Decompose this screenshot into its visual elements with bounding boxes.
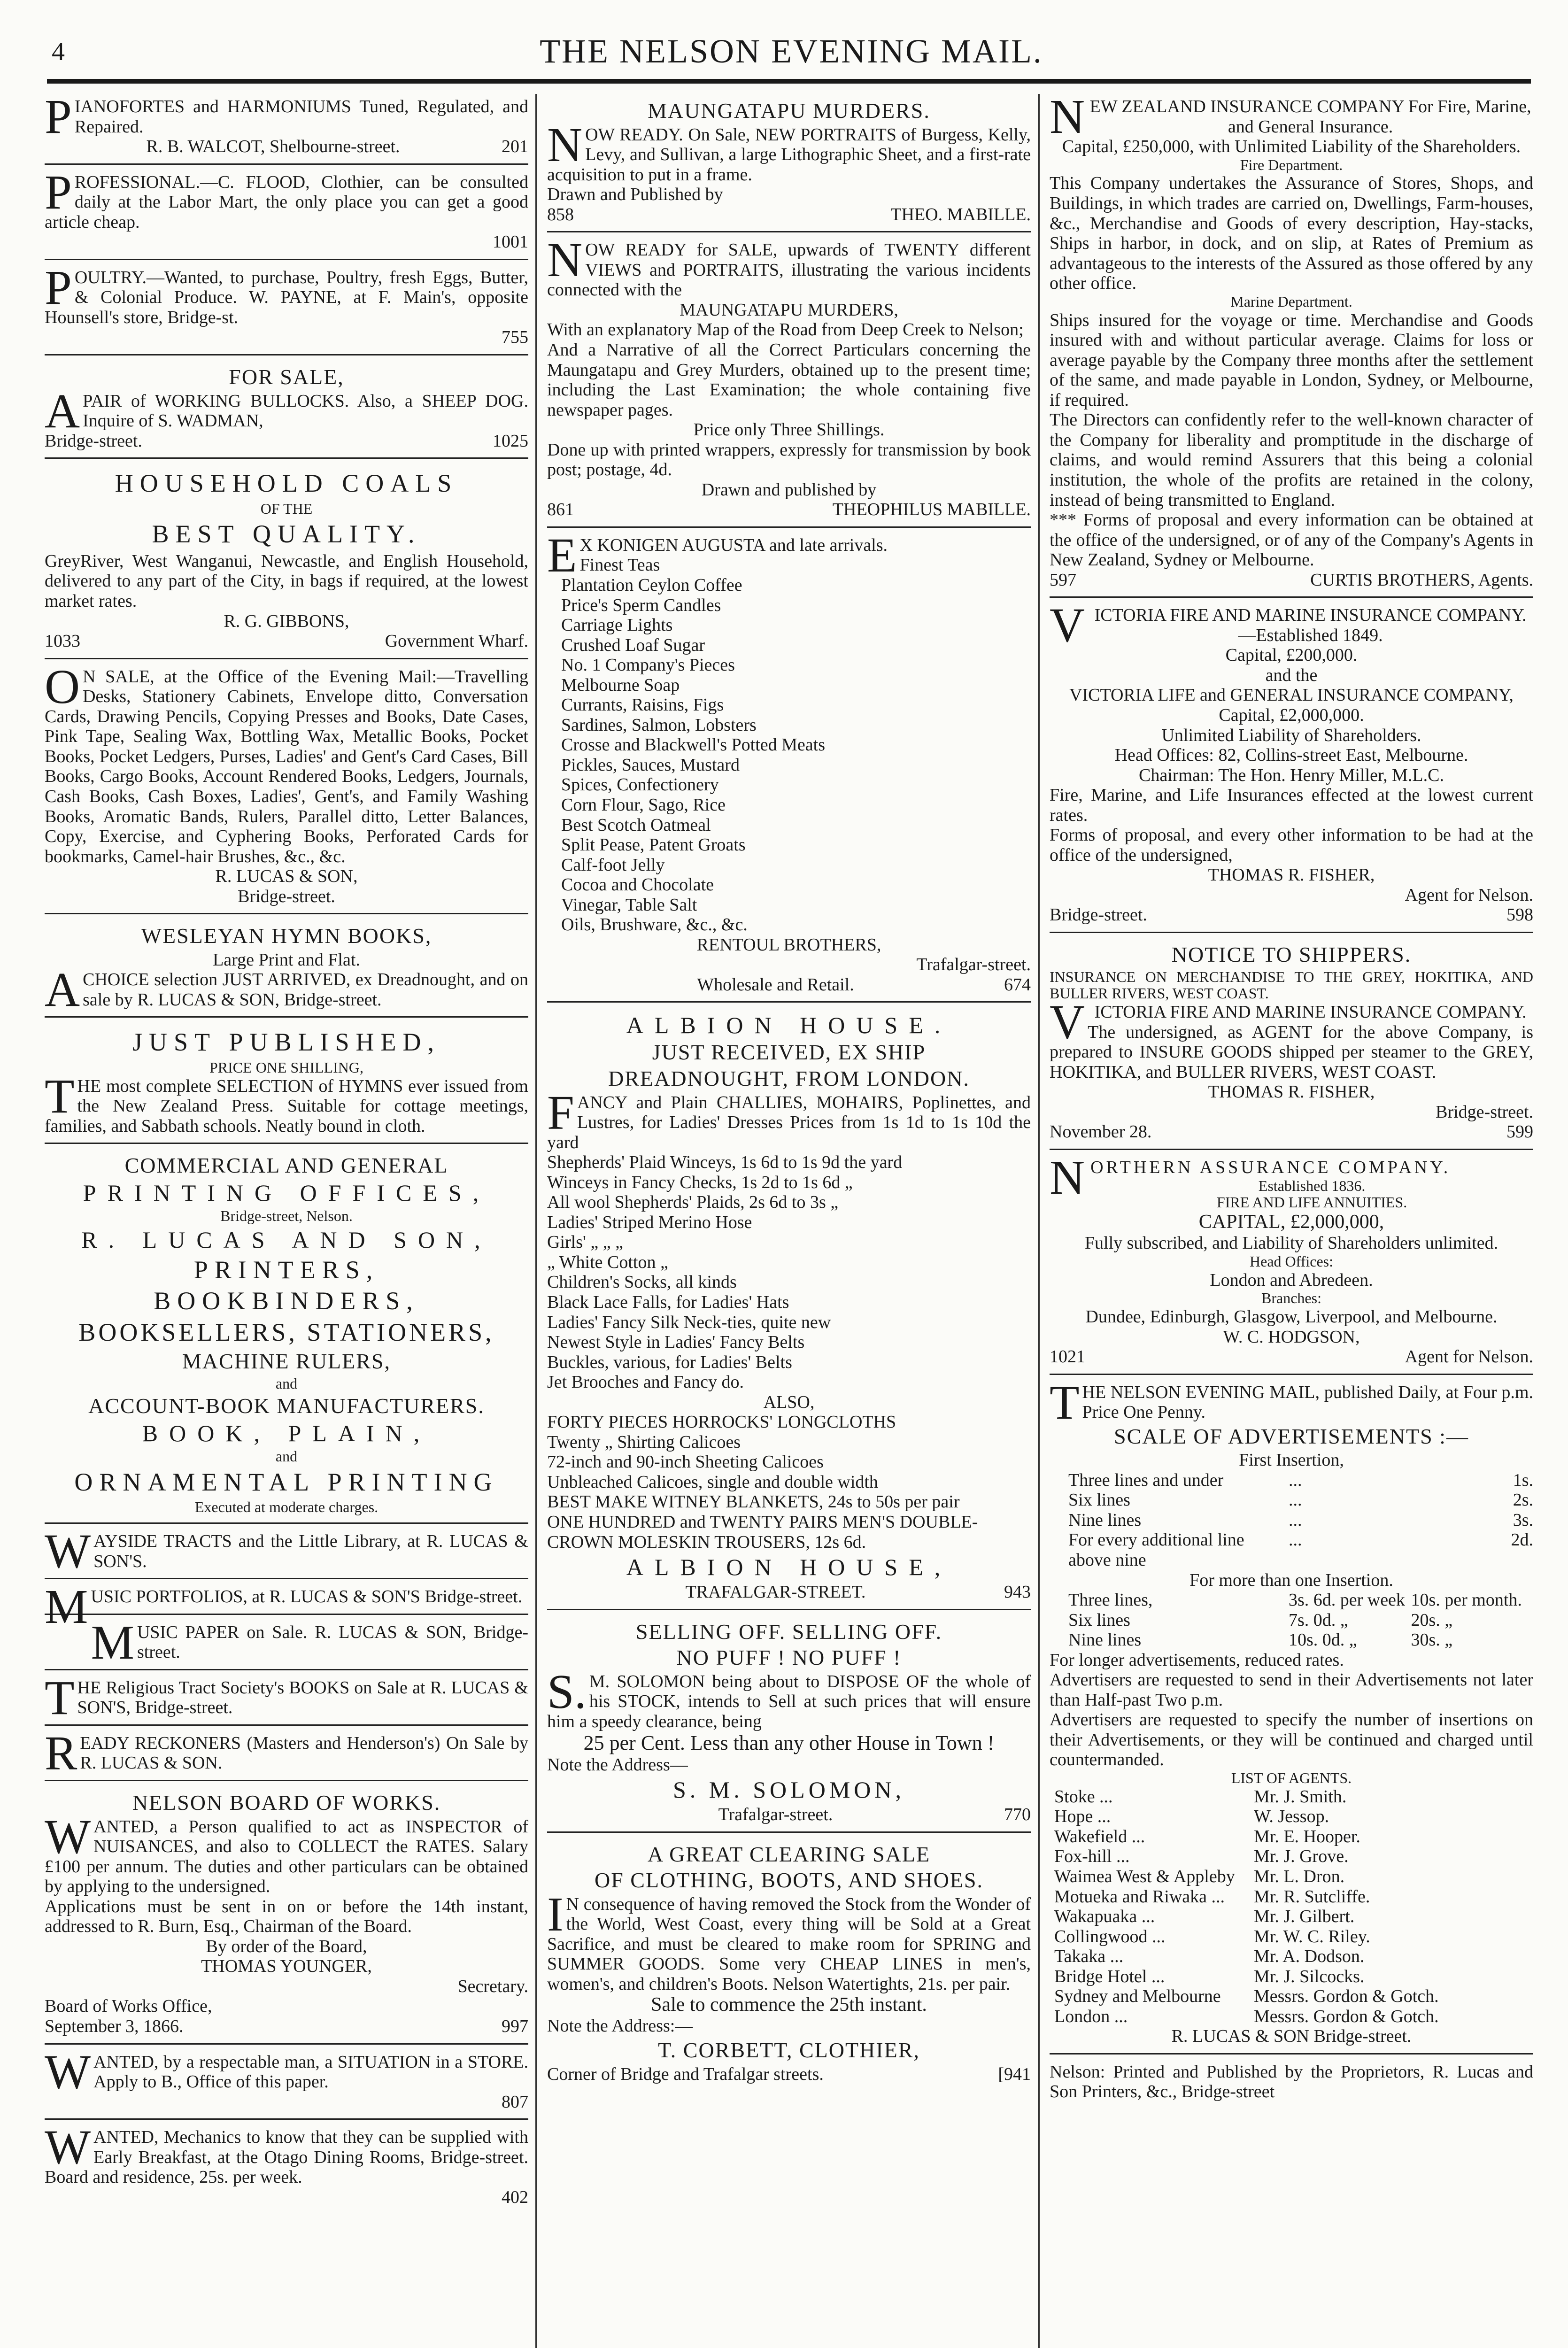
ad-wesleyan [45, 919, 528, 1018]
ad-signature: R. G. GIBBONS, [224, 611, 349, 631]
list-item: Best Scotch Oatmeal [561, 815, 711, 835]
ad-signature: THOMAS R. FISHER, [1208, 865, 1375, 885]
ad-board-of-works [45, 1786, 528, 2045]
agent-name: Mr. J. Gilbert. [1253, 1907, 1355, 1927]
ad-signature: T. CORBETT, CLOTHIER, [658, 2038, 920, 2062]
ad-text: POULTRY.—Wanted, to purchase, Poultry, fresh Eggs, Butter, & Colonial Produce. W. PAYNE, at F. Main's, opposite Hounsell's store, Bridge-st. [45, 260, 528, 327]
list-item: Crosse and Blackwell's Potted Meats [561, 735, 825, 755]
agent-place: Fox-hill ... [1054, 1846, 1130, 1867]
ad-text: MUSIC PAPER on Sale. R. LUCAS & SON, Bridge-street. [91, 1615, 528, 1669]
ad-text: Agent for Nelson. [1405, 885, 1533, 905]
ad-text: PROFESSIONAL.—C. FLOOD, Clothier, can be consulted daily at the Labor Mart, the only place you can get a good article cheap. [45, 165, 528, 232]
table-cell: 20s. „ [1411, 1610, 1453, 1630]
ad-clearing-sale [547, 1838, 1031, 2091]
ad-number: 943 [1004, 1582, 1031, 1602]
ad-text: and the [1265, 665, 1318, 685]
ad-nz-insurance [1050, 94, 1533, 598]
ad-number: [941 [998, 2064, 1031, 2084]
list-item: Girls' „ „ „ [547, 1232, 623, 1252]
ad-location: Government Wharf. [385, 631, 528, 651]
newspaper-title: THE NELSON EVENING MAIL. [540, 32, 1043, 70]
list-item: Ladies' Striped Merino Hose [547, 1212, 752, 1232]
ad-number: 807 [502, 2092, 528, 2112]
ad-text: Capital, £200,000. [1225, 645, 1358, 665]
ad-subheading: Head Offices: [1250, 1252, 1333, 1270]
ad-maungatapu-views [547, 233, 1031, 528]
table-cell: 2d. [1511, 1530, 1533, 1550]
imprint-text: Nelson: Printed and Published by the Proprietors, R. Lucas and Son Printers, &c., Bridge-street [1050, 2062, 1533, 2102]
ad-text: ALSO, [763, 1392, 815, 1412]
ad-subheading: FIRE AND LIFE ANNUITIES. [1216, 1194, 1407, 1211]
ad-subheading: Fire Department. [1240, 156, 1343, 173]
ad-text: London and Abredeen. [1210, 1270, 1373, 1290]
agent-name: Mr. W. C. Riley. [1253, 1926, 1370, 1946]
agent-place: Wakefield ... [1054, 1826, 1145, 1846]
ad-notice-to-shippers [1050, 938, 1533, 1150]
ad-text: THE NELSON EVENING MAIL, published Daily, at Four p.m. Price One Penny. [1050, 1375, 1533, 1429]
ad-heading: ALBION HOUSE, [626, 1554, 952, 1581]
ad-text: CAPITAL, £2,000,000, [1198, 1211, 1384, 1233]
list-item: No. 1 Company's Pieces [561, 655, 735, 675]
ad-text: S.M. SOLOMON being about to DISPOSE OF the whole of his STOCK, intends to Sell at such prices that will ensure him a speedy clearance, being [547, 1664, 1031, 1731]
ad-printing-offices [45, 1149, 528, 1524]
ad-music-portfolios [45, 1580, 528, 1634]
ad-text: With an explanatory Map of the Road from Deep Creek to Nelson; [547, 320, 1024, 340]
ad-household-coals [45, 463, 528, 659]
table-cell: ... [1288, 1470, 1302, 1490]
goods-list [547, 555, 1031, 935]
table-cell: ... [1288, 1490, 1302, 1510]
ad-number: 597 [1050, 570, 1076, 590]
ad-evening-mail [1050, 1375, 1533, 2054]
list-item: Currants, Raisins, Figs [561, 695, 724, 715]
table-cell: 10s. per month. [1411, 1590, 1522, 1610]
ad-text: The Directors can confidently refer to the well-known character of the Company for liberality and promptitude in the discharge of claims, and would remind Assurers that this being a colonial institution, the whole of the profits are retained in the colony, instead of being transmitted to England. [1050, 410, 1533, 510]
ad-victoria-insurance [1050, 598, 1533, 933]
table-cell: Six lines [1068, 1490, 1130, 1510]
ad-maungatapu-portraits [547, 94, 1031, 232]
ad-number: 402 [502, 2187, 528, 2207]
ad-heading: A GREAT CLEARING SALE [647, 1842, 931, 1866]
list-item: Shepherds' Plaid Winceys, 1s 6d to 1s 9d the yard [547, 1152, 903, 1173]
agent-place: Stoke ... [1054, 1786, 1113, 1807]
ad-signature: R. LUCAS & SON, [215, 866, 358, 887]
ad-text: Capital, £2,000,000. [1219, 705, 1364, 725]
ad-text: MUSIC PORTFOLIOS, at R. LUCAS & SON'S Bridge-street. [45, 1580, 523, 1634]
ad-subheading: Large Print and Flat. [213, 950, 360, 970]
ad-location: Trafalgar-street. [916, 955, 1031, 975]
page-header [52, 28, 1531, 70]
table-cell: Three lines and under [1068, 1470, 1224, 1490]
ad-heading: JUST PUBLISHED, [132, 1028, 441, 1057]
list-item: 72-inch and 90-inch Sheeting Calicoes [547, 1452, 824, 1472]
list-item: Melbourne Soap [561, 675, 680, 695]
agent-place: Waimea West & Appleby [1054, 1866, 1235, 1886]
ad-location: Trafalgar-street. [718, 1805, 833, 1825]
ad-heading: PRINTING OFFICES, [83, 1179, 490, 1206]
ad-number: 1001 [493, 232, 528, 252]
ad-text: FANCY and Plain CHALLIES, MOHAIRS, Poplinettes, and Lustres, for Ladies' Dresses Prices from 1s 1d to 1s 10d the yard [547, 1085, 1031, 1152]
list-item: Cocoa and Chocolate [561, 875, 714, 895]
list-item: Sardines, Salmon, Lobsters [561, 715, 757, 735]
ad-heading: NEW ZEALAND INSURANCE COMPANY For Fire, Marine, and General Insurance. [1050, 94, 1531, 144]
ad-heading: VICTORIA FIRE AND MARINE INSURANCE COMPANY. [1050, 995, 1527, 1050]
ad-subheading: OF THE [260, 500, 313, 517]
ad-signature: THOMAS R. FISHER, [1208, 1082, 1375, 1102]
ad-text: and [275, 1447, 298, 1465]
ad-heading: SELLING OFF. SELLING OFF. [635, 1619, 942, 1644]
ad-heading: BOOKSELLERS, STATIONERS, [78, 1318, 494, 1346]
ad-text: Advertisers are requested to specify the number of insertions on their Advertisements, or they will be continued and charged until countermanded. [1050, 1710, 1533, 1770]
list-item: Oils, Brushware, &c., &c. [561, 915, 748, 935]
list-item: „ White Cotton „ [547, 1252, 668, 1272]
header-rule [47, 79, 1531, 84]
ad-number: 755 [502, 327, 528, 348]
ad-text: And a Narrative of all the Correct Particulars concerning the Maungatapu and Grey Murders, obtained up to the present time; including the Last Examination; the whole containing five newspaper pages. [547, 340, 1031, 420]
table-cell: 3s. 6d. per week [1288, 1590, 1405, 1610]
ad-subheading: Established 1836. [1258, 1177, 1366, 1194]
ad-text: Sale to commence the 25th instant. [651, 1994, 927, 2016]
ad-pianofortes [45, 94, 528, 165]
ad-number: 861 [547, 500, 574, 520]
table-cell: Nine lines [1068, 1630, 1142, 1650]
ad-text: Note the Address— [547, 1754, 688, 1775]
ad-text: IN consequence of having removed the Stock from the Wonder of the World, West Coast, every thing will be Sold at a Great Sacrifice, and must be cleared to make room for SPRING and SUMMER GOODS. Some very CHEAP LINES in men's, women's, and children's Boots. Nelson Watertights, 21s. per pair. [547, 1887, 1031, 1994]
ad-number: 674 [1004, 974, 1031, 995]
ad-text: Capital, £250,000, with Unlimited Liability of the Shareholders. [1062, 137, 1521, 157]
scale-table [1050, 1470, 1533, 1570]
ad-price: Price only Three Shillings. [693, 420, 885, 440]
column-divider [1038, 94, 1040, 2348]
ad-text: Drawn and Published by [547, 185, 723, 205]
ad-text: WAYSIDE TRACTS and the Little Library, at R. LUCAS & SON'S. [45, 1524, 528, 1579]
page-number: 4 [52, 37, 65, 66]
list-item: Jet Brooches and Fancy do. [547, 1372, 744, 1392]
ad-subheading: INSURANCE ON MERCHANDISE TO THE GREY, HOKITIKA, AND BULLER RIVERS, WEST COAST. [1050, 968, 1533, 1002]
ad-subheading: First Insertion, [1239, 1450, 1344, 1470]
ad-mechanics [45, 2120, 528, 2214]
ad-text: Wholesale and Retail. [697, 974, 854, 995]
ad-subheading: Bridge-street, Nelson. [220, 1207, 353, 1224]
ad-signature: THEO. MABILLE. [890, 204, 1031, 224]
ad-text: Board of Works Office, [45, 1996, 212, 2016]
goods-list [547, 1152, 1031, 1392]
ad-heading: JUST RECEIVED, EX SHIP [652, 1040, 926, 1065]
ad-text: Drawn and published by [701, 479, 877, 500]
ad-signature: W. C. HODGSON, [1223, 1327, 1360, 1347]
ad-text: PIANOFORTES and HARMONIUMS Tuned, Regulated, and Repaired. [45, 94, 528, 144]
ad-text: 25 per Cent. Less than any other House in Town ! [583, 1731, 995, 1755]
list-item: Pickles, Sauces, Mustard [561, 755, 740, 775]
list-item: Crushed Loaf Sugar [561, 635, 705, 655]
ad-text: Fire, Marine, and Life Insurances effected at the lowest current rates. [1050, 785, 1533, 825]
ad-text: Ships insured for the voyage or time. Merchandise and Goods insured with and without particular average. Claims for loss or average payable by the Company three months after the settlement of the same, and made payable in London, Sydney, or Melbourne, if required. [1050, 310, 1533, 410]
ad-heading: BEST QUALITY. [152, 520, 421, 548]
ad-number: 1033 [45, 631, 80, 651]
list-item: Ladies' Fancy Silk Neck-ties, quite new [547, 1312, 831, 1332]
ad-heading: COMMERCIAL AND GENERAL [124, 1153, 448, 1178]
agent-name: Mr. R. Sutcliffe. [1253, 1886, 1370, 1907]
ad-heading: ALBION HOUSE. [626, 1012, 952, 1039]
ad-text: The undersigned, as AGENT for the above Company, is prepared to INSURE GOODS shipped per steamer to the GREY, HOKITIKA, and BULLER RIVERS, WEST COAST. [1050, 1022, 1533, 1082]
ad-location: Bridge-street. [238, 886, 335, 906]
agent-name: Mr. J. Silcocks. [1253, 1966, 1365, 1986]
ad-text: Secretary. [457, 1976, 528, 1996]
list-item: BEST MAKE WITNEY BLANKETS, 24s to 50s per pair [547, 1492, 960, 1512]
ad-text: Chairman: The Hon. Henry Miller, M.L.C. [1138, 765, 1444, 785]
ad-text: and [275, 1375, 298, 1392]
ad-ready-reckoners [45, 1726, 528, 1781]
column-1 [45, 94, 528, 2348]
ad-situation-wanted [45, 2045, 528, 2120]
ad-text: By order of the Board, [206, 1936, 367, 1956]
table-cell: For every additional line above nine [1068, 1530, 1244, 1570]
list-item: Calf-foot Jelly [561, 855, 665, 875]
ad-signature: S. M. SOLOMON, [672, 1776, 905, 1803]
ad-heading: OF CLOTHING, BOOTS, AND SHOES. [594, 1868, 983, 1892]
ad-subheading: PRICE ONE SHILLING, [209, 1058, 363, 1076]
ad-text: WANTED, Mechanics to know that they can be supplied with Early Breakfast, at the Otago Dining Rooms, Bridge-street. Board and residence, 25s. per week. [45, 2120, 528, 2187]
ad-text: Head Offices: 82, Collins-street East, Melbourne. [1114, 745, 1468, 765]
agent-place: Sydney and Melbourne [1054, 1986, 1221, 2007]
ad-heading: R. LUCAS AND SON, [81, 1226, 492, 1253]
ad-tract-society [45, 1670, 528, 1726]
ad-for-sale [45, 360, 528, 459]
ad-heading: VICTORIA FIRE AND MARINE INSURANCE COMPANY.—Established 1849. [1050, 598, 1527, 653]
ad-northern-assurance [1050, 1150, 1533, 1375]
table-cell: 3s. [1513, 1510, 1533, 1530]
ad-text: WANTED, by a respectable man, a SITUATION in a STORE. Apply to B., Office of this paper. [45, 2045, 528, 2099]
ad-heading: MAUNGATAPU MURDERS. [648, 99, 930, 123]
ad-text: Fully subscribed, and Liability of Shareholders unlimited. [1084, 1233, 1498, 1253]
agent-name: Mr. J. Smith. [1253, 1786, 1347, 1807]
agent-name: W. Jessop. [1253, 1807, 1329, 1827]
ad-text: NOW READY for SALE, upwards of TWENTY different VIEWS and PORTRAITS, illustrating the various incidents connected with the [547, 233, 1031, 300]
table-cell: Six lines [1068, 1610, 1130, 1630]
ad-number: 201 [501, 137, 528, 157]
ad-text: Dundee, Edinburgh, Glasgow, Liverpool, and Melbourne. [1085, 1306, 1498, 1327]
table-cell: ... [1288, 1510, 1302, 1530]
ad-text: *** Forms of proposal and every information can be obtained at the office of the undersigned, or of any of the Company's Agents in New Zealand, Sydney or Melbourne. [1050, 510, 1533, 570]
column-divider [535, 94, 537, 2348]
ad-text: Executed at moderate charges. [194, 1498, 378, 1516]
ad-number: 1025 [493, 431, 528, 451]
ad-location: Bridge-street. [1436, 1102, 1533, 1122]
ad-text: Note the Address:— [547, 2016, 693, 2036]
list-item: Newest Style in Ladies' Fancy Belts [547, 1332, 805, 1352]
list-item: Buckles, various, for Ladies' Belts [547, 1352, 792, 1372]
ad-heading: BOOK, PLAIN, [142, 1420, 431, 1446]
table-cell: 1s. [1513, 1470, 1533, 1490]
ad-signature: CURTIS BROTHERS, Agents. [1310, 570, 1533, 590]
ad-text: ACHOICE selection JUST ARRIVED, ex Dreadnought, and on sale by R. LUCAS & SON, Bridge-street. [45, 963, 528, 1017]
ad-text: NOW READY. On Sale, NEW PORTRAITS of Burgess, Kelly, Levy, and Sullivan, a large Lithographic Sheet, and a first-rate acquisition to put in a frame. [547, 117, 1031, 185]
ad-albion-house [547, 1007, 1031, 1610]
list-item: Plantation Ceylon Coffee [561, 575, 742, 595]
agent-name: Messrs. Gordon & Gotch. [1253, 2006, 1439, 2026]
imprint [1050, 2059, 1533, 2109]
ad-professional [45, 165, 528, 260]
ad-heading: DREADNOUGHT, FROM LONDON. [608, 1066, 970, 1090]
ad-date: September 3, 1866. [45, 2016, 184, 2036]
agent-place: Takaka ... [1054, 1946, 1124, 1967]
list-item: Carriage Lights [561, 615, 673, 635]
agent-place: Wakapuaka ... [1054, 1907, 1155, 1927]
ad-heading: SCALE OF ADVERTISEMENTS :— [1114, 1424, 1469, 1448]
ad-location: TRAFALGAR-STREET. [685, 1582, 866, 1602]
ad-text: GreyRiver, West Wanganui, Newcastle, and English Household, delivered to any part of the City, in bags if required, at the lowest market rates. [45, 551, 528, 611]
agents-list [1050, 1787, 1533, 2027]
ad-subheading: Branches: [1261, 1290, 1321, 1307]
agent-place: Hope ... [1054, 1807, 1111, 1827]
ad-text: APAIR of WORKING BULLOCKS. Also, a SHEEP DOG. Inquire of S. WADMAN, [45, 384, 528, 438]
goods-list [547, 1412, 1031, 1552]
ad-wayside [45, 1524, 528, 1579]
ad-konigen-augusta [547, 528, 1031, 1003]
agent-place: Motueka and Riwaka ... [1054, 1886, 1225, 1907]
list-item: FORTY PIECES HORROCKS' LONGCLOTHS [547, 1412, 896, 1432]
ad-text: Forms of proposal, and every other information to be had at the office of the undersigned, [1050, 825, 1533, 865]
ad-text: Unlimited Liability of Shareholders. [1161, 725, 1421, 745]
list-item: Spices, Confectionery [561, 775, 719, 795]
ad-heading: FOR SALE, [229, 365, 344, 389]
ad-heading: NELSON BOARD OF WORKS. [132, 1790, 441, 1815]
ad-location: Bridge-street. [1050, 905, 1147, 925]
ad-number: 770 [1004, 1805, 1031, 1825]
ad-heading: MACHINE RULERS, [182, 1349, 391, 1374]
list-item: Unbleached Calicoes, single and double width [547, 1472, 878, 1492]
ad-text: READY RECKONERS (Masters and Henderson's) On Sale by R. LUCAS & SON. [45, 1726, 528, 1780]
table-cell: 30s. „ [1411, 1630, 1453, 1650]
ad-date: November 28. [1050, 1122, 1152, 1142]
agent-place: Collingwood ... [1054, 1926, 1166, 1946]
ad-subheading: Marine Department. [1230, 293, 1352, 310]
ad-heading: NOTICE TO SHIPPERS. [1171, 942, 1412, 966]
ad-text: This Company undertakes the Assurance of Stores, Shops, and Buildings, in which trades are carried on, Dwellings, Farm-houses, &c., Merchandise and Goods of every description, Hay-stacks, Ships in harbor, in dock, and on slip, at Rates of Premium as advantageous to the interests of the Assured as those offered by any other office. [1050, 173, 1533, 294]
ad-text: Agent for Nelson. [1405, 1347, 1533, 1367]
list-item: Black Lace Falls, for Ladies' Hats [547, 1292, 789, 1312]
ad-text: WANTED, a Person qualified to act as INSPECTOR of NUISANCES, and also to COLLECT the RATES. Salary £100 per annum. The duties and other particulars can be obtained by applying to the undersigned. [45, 1809, 528, 1897]
ad-heading: ORNAMENTAL PRINTING [74, 1468, 499, 1496]
ad-text: For longer advertisements, reduced rates. [1050, 1650, 1344, 1670]
table-cell: Nine lines [1068, 1510, 1142, 1530]
ad-location: Bridge-street. [45, 431, 142, 451]
ad-heading: PRINTERS, [193, 1255, 379, 1284]
list-item: Finest Teas [579, 555, 660, 575]
list-item: Children's Socks, all kinds [547, 1272, 737, 1292]
ad-number: 858 [547, 204, 574, 224]
ad-on-sale [45, 659, 528, 915]
list-item: All wool Shepherds' Plaids, 2s 6d to 3s „ [547, 1192, 839, 1213]
list-item: Twenty „ Shirting Calicoes [547, 1432, 741, 1452]
ad-number: 997 [502, 2016, 528, 2036]
list-item: ONE HUNDRED and TWENTY PAIRS MEN'S DOUBLE-CROWN MOLESKIN TROUSERS, 12s 6d. [547, 1512, 978, 1552]
agent-name: Mr. J. Grove. [1253, 1846, 1349, 1867]
ad-subheading: LIST OF AGENTS. [1231, 1769, 1352, 1786]
list-item: Vinegar, Table Salt [561, 895, 697, 915]
ad-text: Applications must be sent in on or before the 14th instant, addressed to R. Burn, Esq., Chairman of the Board. [45, 1896, 528, 1937]
ad-selling-off [547, 1615, 1031, 1833]
ad-signature: THEOPHILUS MABILLE. [832, 500, 1031, 520]
ad-heading: NO PUFF ! NO PUFF ! [676, 1645, 902, 1670]
agent-name: Messrs. Gordon & Gotch. [1253, 1986, 1439, 2007]
ad-location: Corner of Bridge and Trafalgar streets. [547, 2064, 824, 2084]
agent-name: Mr. E. Hooper. [1253, 1826, 1360, 1846]
ad-subheading: For more than one Insertion. [1190, 1570, 1393, 1590]
agent-place: Bridge Hotel ... [1054, 1966, 1165, 1986]
ad-text: THE most complete SELECTION of HYMNS ever issued from the New Zealand Press. Suitable for cottage meetings, families, and Sabbath schools. Neatly bound in cloth. [45, 1069, 528, 1136]
ad-heading: ACCOUNT-BOOK MANUFACTURERS. [88, 1394, 485, 1418]
ad-heading: WESLEYAN HYMN BOOKS, [141, 924, 432, 948]
agent-place: London ... [1054, 2006, 1128, 2026]
ad-number: 1021 [1050, 1347, 1085, 1367]
table-cell: 10s. 0d. „ [1288, 1630, 1357, 1650]
agent-name: Mr. L. Dron. [1253, 1866, 1345, 1886]
ad-signature: THOMAS YOUNGER, [201, 1956, 372, 1977]
ad-heading: BOOKBINDERS, [154, 1287, 419, 1315]
list-item: Split Pease, Patent Groats [561, 835, 746, 855]
table-cell: 7s. 0d. „ [1288, 1610, 1348, 1630]
agent-name: Mr. A. Dodson. [1253, 1946, 1365, 1967]
ad-heading: VICTORIA LIFE and GENERAL INSURANCE COMPANY, [1069, 685, 1514, 705]
table-cell: 2s. [1513, 1490, 1533, 1510]
ad-music-paper [45, 1615, 528, 1670]
table-cell: Three lines, [1068, 1590, 1153, 1610]
ad-text: Done up with printed wrappers, expressly for transmission by book post; postage, 4d. [547, 440, 1031, 480]
ad-just-published [45, 1022, 528, 1144]
ad-text: EX KONIGEN AUGUSTA and late arrivals. [547, 528, 888, 582]
ad-text: THE Religious Tract Society's BOOKS on Sale at R. LUCAS & SON'S, Bridge-street. [45, 1670, 528, 1725]
scale-table [1050, 1590, 1533, 1650]
list-item: Corn Flour, Sago, Rice [561, 795, 726, 815]
table-cell: ... [1288, 1530, 1302, 1550]
ad-heading: HOUSEHOLD COALS [115, 469, 458, 498]
list-item: Winceys in Fancy Checks, 1s 2d to 1s 6d „ [547, 1172, 853, 1192]
list-item: Price's Sperm Candles [561, 595, 721, 615]
ad-signature: R. LUCAS & SON Bridge-street. [1171, 2026, 1412, 2047]
ad-heading: NORTHERN ASSURANCE COMPANY. [1050, 1150, 1451, 1205]
ad-poultry [45, 260, 528, 355]
ad-subheading: MAUNGATAPU MURDERS, [680, 300, 898, 320]
ad-signature: RENTOUL BROTHERS, [696, 935, 881, 955]
ad-number: 599 [1506, 1122, 1533, 1142]
column-2 [547, 94, 1031, 2348]
ad-number: 598 [1506, 905, 1533, 925]
ad-text: ON SALE, at the Office of the Evening Mail:—Travelling Desks, Stationery Cabinets, Envelope ditto, Conversation Cards, Drawing Pencils, Copying Presses and Books, Date Cases, Pink Tape, Sealing Wax, Bottling Wax, Metallic Books, Pocket Books, Pocket Ledgers, Purses, Ladies' and Gent's Card Cases, Bill Books, Cargo Books, Account Rendered Books, Ledgers, Journals, Cash Books, Cash Boxes, Ladies', Gent's, and Family Washing Books, Aromatic Bands, Rulers, Parallel ditto, Letter Balances, Copy, Exercise, and Cyphering Books, Perforated Cards for bookmarks, Camel-hair Brushes, &c., &c. [45, 659, 528, 866]
ad-signature: R. B. WALCOT, Shelbourne-street. [146, 137, 400, 157]
column-3 [1050, 94, 1533, 2348]
ad-text: Advertisers are requested to send in their Advertisements not later than Half-past Two p.m. [1050, 1670, 1533, 1710]
